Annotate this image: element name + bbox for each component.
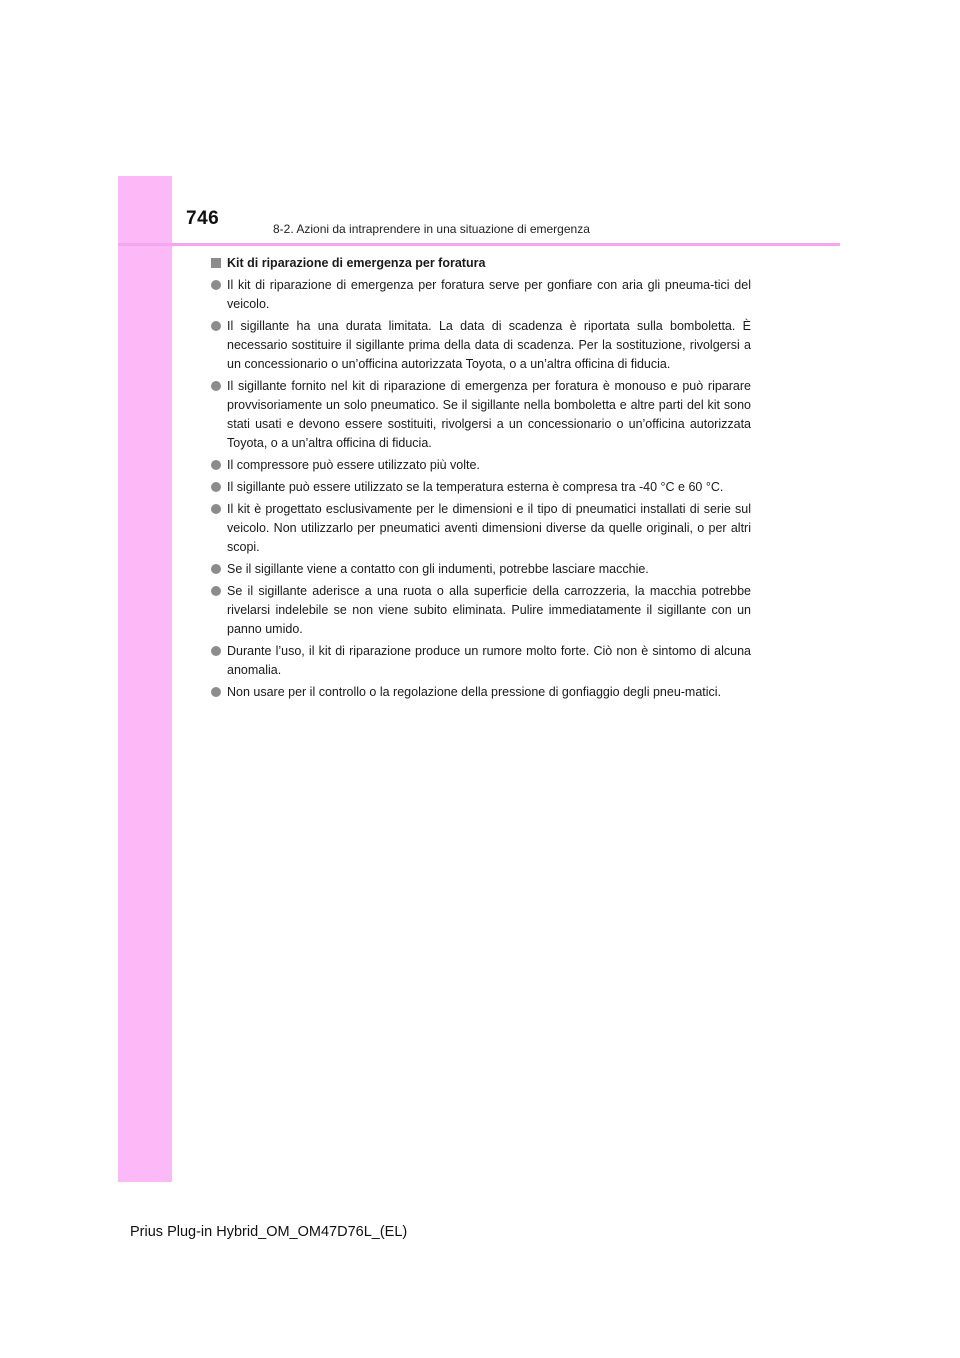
document-footer: Prius Plug-in Hybrid_OM_OM47D76L_(EL)	[130, 1224, 408, 1240]
list-item	[211, 276, 751, 314]
list-item	[211, 500, 751, 557]
list-item	[211, 456, 751, 475]
list-item-text: Durante l’uso, il kit di riparazione produce un rumore molto forte. Ciò non è sintomo di alcuna anomalia.	[227, 644, 751, 677]
round-bullet-icon	[211, 460, 221, 470]
list-item-text: Il sigillante ha una durata limitata. La data di scadenza è riportata sulla bomboletta. È necessario sostituire il sigillante prima della data di scadenza. Per la sostituzione, rivolgersi a un concessionario o un’officina autorizzata Toyota, o a un’altra officina di fiducia.	[227, 319, 751, 371]
list-item-text: Il kit è progettato esclusivamente per le dimensioni e il tipo di pneumatici installati di serie sul veicolo. Non utilizzarlo per pneumatici aventi dimensioni diverse da quelle originali, o per altri scopi.	[227, 502, 751, 554]
list-item-text: Il compressore può essere utilizzato più volte.	[227, 458, 480, 472]
round-bullet-icon	[211, 646, 221, 656]
round-bullet-icon	[211, 564, 221, 574]
round-bullet-icon	[211, 504, 221, 514]
list-item	[211, 377, 751, 453]
round-bullet-icon	[211, 321, 221, 331]
round-bullet-icon	[211, 586, 221, 596]
round-bullet-icon	[211, 687, 221, 697]
list-item	[211, 683, 751, 702]
list-item	[211, 560, 751, 579]
header-rule	[118, 243, 840, 246]
list-item-text: Il sigillante può essere utilizzato se la temperatura esterna è compresa tra -40 °C e 60 °C.	[227, 480, 724, 494]
list-item-text: Se il sigillante aderisce a una ruota o alla superficie della carrozzeria, la macchia potrebbe rivelarsi indelebile se non viene subito eliminata. Pulire immediatamente il sigillante con un panno umido.	[227, 584, 751, 636]
round-bullet-icon	[211, 482, 221, 492]
square-bullet-icon	[211, 258, 221, 268]
list-item-text: Se il sigillante viene a contatto con gli indumenti, potrebbe lasciare macchie.	[227, 562, 649, 576]
list-item-text: Non usare per il controllo o la regolazione della pressione di gonfiaggio degli pneu-matici.	[227, 685, 722, 699]
section-header: 8-2. Azioni da intraprendere in una situazione di emergenza	[273, 222, 590, 236]
list-item	[211, 478, 751, 497]
list-item-text: Il sigillante fornito nel kit di riparazione di emergenza per foratura è monouso e può riparare provvisoriamente un solo pneumatico. Se il sigillante nella bomboletta e altre parti del kit sono stati usati e devono essere sostituiti, rivolgersi a un concessionario o un’officina autorizzata Toyota, o a un’altra officina di fiducia.	[227, 379, 751, 450]
list-item	[211, 582, 751, 639]
page-number: 746	[186, 208, 220, 229]
bullet-list	[211, 276, 751, 702]
section-heading	[211, 255, 751, 272]
round-bullet-icon	[211, 280, 221, 290]
round-bullet-icon	[211, 381, 221, 391]
list-item-text: Il kit di riparazione di emergenza per foratura serve per gonfiare con aria gli pneuma-tici del veicolo.	[227, 278, 751, 311]
list-item	[211, 642, 751, 680]
list-item	[211, 317, 751, 374]
page-content	[211, 255, 751, 705]
side-color-band	[118, 176, 172, 1182]
section-heading-text: Kit di riparazione di emergenza per foratura	[227, 256, 486, 270]
